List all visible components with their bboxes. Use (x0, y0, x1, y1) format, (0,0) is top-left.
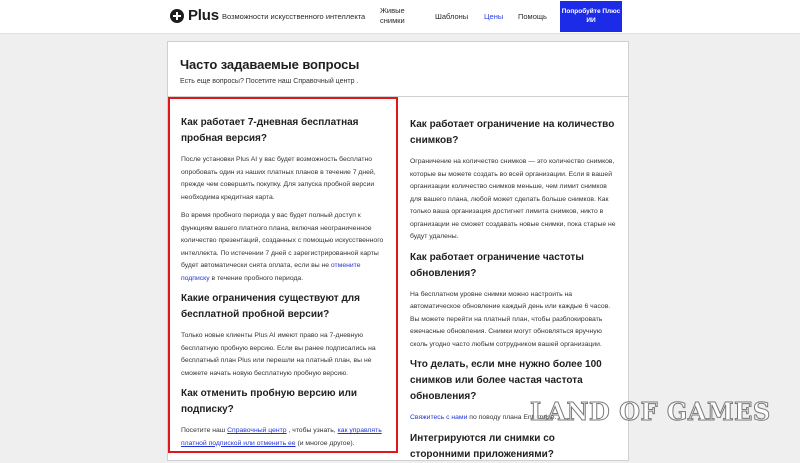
faq-question-trial: Как работает 7-дневная бесплатная пробная версия? (181, 117, 359, 144)
help-center-link[interactable]: Справочный центр (293, 78, 355, 85)
nav-templates[interactable]: Шаблоны (435, 12, 469, 21)
faq-question-enterprise: Что делать, если мне нужно более 100 снимков или более частая частота обновления? (410, 359, 602, 402)
faq-subtitle-prefix: Есть еще вопросы? Посетите наш (180, 78, 294, 85)
logo[interactable] (170, 7, 219, 24)
faq-answer-enterprise-text: по поводу плана Enterprise. (467, 414, 557, 421)
faq-answer-trial-2 (181, 210, 389, 285)
faq-answer-trial-1: После установки Plus AI у вас будет возможность бесплатно опробовать один из наших платных планов в течение 7 дней, прежде чем совершить покупку. Для запуска пробной версии необходима кредитная карта. (181, 156, 376, 201)
manage-subscription-link[interactable]: как управлять платной подпиской или отменить ее (181, 427, 382, 447)
faq-answer-trial-2-text-b: в течение пробного периода. (209, 274, 304, 282)
nav-help[interactable]: Помощь (518, 12, 547, 21)
logo-text: Plus (188, 7, 219, 24)
faq-question-integrations: Интегрируются ли снимки со сторонними приложениями? (410, 432, 555, 460)
faq-question-snapshot-limit: Как работает ограничение на количество снимков? (410, 119, 615, 146)
faq-answer-trial-2-text-a: Во время пробного периода у вас будет полный доступ к функциям вашего платного плана, включая неограниченное количество презентаций, созданных с помощью искусственного интеллекта. По истечении 7 дней с зарегистрированной карты будет автоматически снята оплата, если вы не (181, 212, 384, 269)
faq-question-trial-limits: Какие ограничения существуют для бесплатной пробной версии? (181, 293, 360, 320)
nav-pricing[interactable]: Цены (484, 12, 504, 21)
nav-ai-features[interactable]: Возможности искусственного интеллекта (222, 12, 366, 21)
faq-left-column (168, 97, 398, 453)
faq-answer-trial-limits: Только новые клиенты Plus AI имеют право на 7-дневную бесплатную пробную версию. Если вы ранее подписались на бесплатный план Plus или перешли на платный план, вы не сможете начать новую бесплатную пробную версию. (181, 332, 376, 377)
faq-title: Часто задаваемые вопросы (180, 57, 360, 72)
cancel-subscription-link[interactable]: отмените подписку (181, 262, 361, 282)
faq-header (168, 42, 628, 97)
faq-question-refresh-rate: Как работает ограничение частоты обновления? (410, 251, 584, 279)
nav-live-snapshots[interactable]: Живые снимки (380, 6, 405, 25)
try-plus-ai-button[interactable]: Попробуйте Плюс ИИ (560, 1, 622, 32)
faq-subtitle-suffix: . (354, 78, 359, 85)
faq-answer-refresh-rate: На бесплатном уровне снимки можно настроить на автоматическое обновление каждый день или каждые 6 часов. Вы можете перейти на платный план, чтобы разблокировать ежечасные обновления. Снимки могут обновляться вручную сколь угодно часто любым сотрудником вашей организации. (410, 290, 611, 348)
faq-question-cancel: Как отменить пробную версию или подписку? (181, 388, 358, 415)
watermark: LAND OF GAMES (530, 397, 771, 426)
help-center-link-2[interactable]: Справочный центр (227, 427, 287, 434)
faq-subtitle (180, 78, 628, 85)
top-navigation-bar (0, 0, 800, 34)
faq-answer-cancel-text-c: (и многое другое). (295, 439, 355, 447)
plus-logo-icon (170, 9, 184, 23)
faq-answer-snapshot-limit: Ограничение на количество снимков — это количество снимков, которые вы можете создать во всей организации. Если в вашей организации количество снимков меньше, чем лимит снимков для вашего плана, любой может сделать больше снимков. Как только ваша организация достигнет лимита снимков, никто в организации не сможет создавать новые снимки, пока старые не будут удалены. (410, 158, 616, 240)
faq-answer-cancel-text-b: , чтобы узнать, (286, 427, 338, 434)
faq-answer-cancel (181, 425, 389, 450)
faq-answer-cancel-text-a: Посетите наш (181, 427, 228, 434)
contact-us-link[interactable]: Свяжитесь с нами (410, 414, 468, 421)
